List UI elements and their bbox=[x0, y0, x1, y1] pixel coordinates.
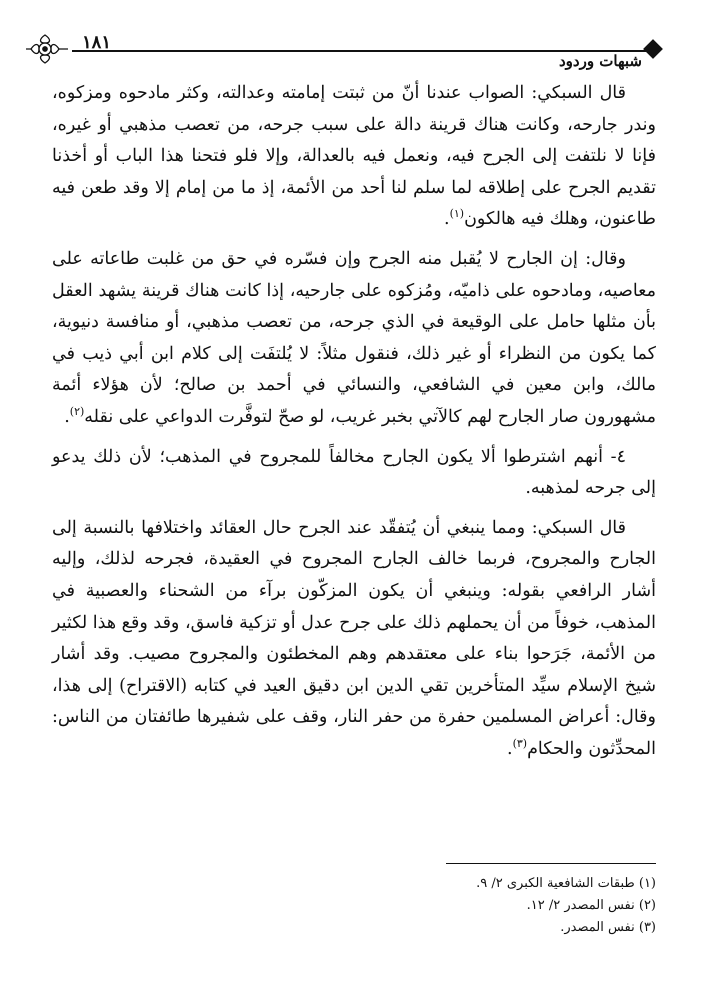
footnote-ref[interactable]: (٢) bbox=[69, 405, 85, 419]
footnote-item: (١) طبقات الشافعية الكبرى ٢/ ٩. bbox=[476, 876, 656, 891]
running-title: شبهات وردود bbox=[558, 52, 642, 70]
page-number: ١٨١ bbox=[82, 32, 112, 53]
ornament-icon bbox=[22, 30, 68, 68]
footnote-item: (٢) نفس المصدر ٢/ ١٢. bbox=[526, 898, 656, 913]
page-header bbox=[22, 30, 660, 68]
paragraph: وقال: إن الجارح لا يُقبل منه الجرح وإن فسّره في حق من غلبت طاعاته على معاصيه، ومادحوه على ذاميّه، ومُزكوه على جارحيه، إذا كانت هناك قرينة يشهد العقل بأن مثلها حامل على الوقيعة في الذي جرحه، من تعصب مذهبي، أو منافسة دنيوية، كما يكون من النظراء أو غير ذلك، فنقول مثلاً: لا يُلتفَت إلى كلام ابن أبي ذيب في مالك، وابن معين في الشافعي، والنسائي في أحمد بن صالح؛ لأن هؤلاء أئمة مشهورون صار الجارح لهم كالآتي بخبر غريب، لو صحّ لتوفَّرت الدواعي على نقله$^{(٢)}$. bbox=[52, 248, 656, 427]
footnote-item: (٣) نفس المصدر. bbox=[560, 920, 656, 935]
paragraph: قال السبكي: ومما ينبغي أن يُتفقّد عند الجرح حال العقائد واختلافها بالنسبة إلى الجارح والمجروح، فربما خالف الجارح المجروح في العقيدة، فجرحه لذلك، وإليه أشار الرافعي بقوله: وينبغي أن يكون المزكّون برآء من الشحناء والعصبية في المذهب، خوفاً من أن يحملهم ذلك على جرح عدل أو تزكية فاسق، وقد وقع هذا لكثير من الأئمة، جَرَحوا بناء على معتقدهم وهم المخطئون والمجروح مصيب. وقد أشار شيخ الإسلام سيِّد المتأخرين تقي الدين ابن دقيق العيد في كتابه (الاقتراح) إلى هذا، وقال: أعراض المسلمين حفرة من حفر النار، وقف على شفيرها طائفتان من الناس: المحدِّثون والحكام$^{(٣)}$. bbox=[52, 517, 656, 759]
footnote-divider bbox=[446, 863, 656, 864]
body-text bbox=[52, 78, 656, 773]
paragraph: قال السبكي: الصواب عندنا أنّ من ثبتت إمامته وعدالته، وكثر مادحوه ومزكوه، وندر جارحه، وكانت هناك قرينة دالة على سبب جرحه، من تعصب مذهبي أو غيره، فإنا لا نلتفت إلى الجرح فيه، ونعمل فيه بالعدالة، وإلا فلو فتحنا هذا الباب أو أخذنا تقديم الجرح على إطلاقه لما سلم لنا أحد من الأئمة، إذ ما من إمام إلا وقد طعن فيه طاعنون، وهلك فيه هالكون$^{(١)}$. bbox=[52, 83, 656, 230]
diamond-icon bbox=[643, 39, 663, 59]
paragraph: ٤- أنهم اشترطوا ألا يكون الجارح مخالفاً للمجروح في المذهب؛ لأن ذلك يدعو إلى جرحه لمذهبه. bbox=[52, 446, 656, 499]
footnote-ref[interactable]: (١) bbox=[449, 207, 465, 221]
footnote-ref[interactable]: (٣) bbox=[512, 737, 528, 751]
footnotes bbox=[52, 873, 656, 939]
